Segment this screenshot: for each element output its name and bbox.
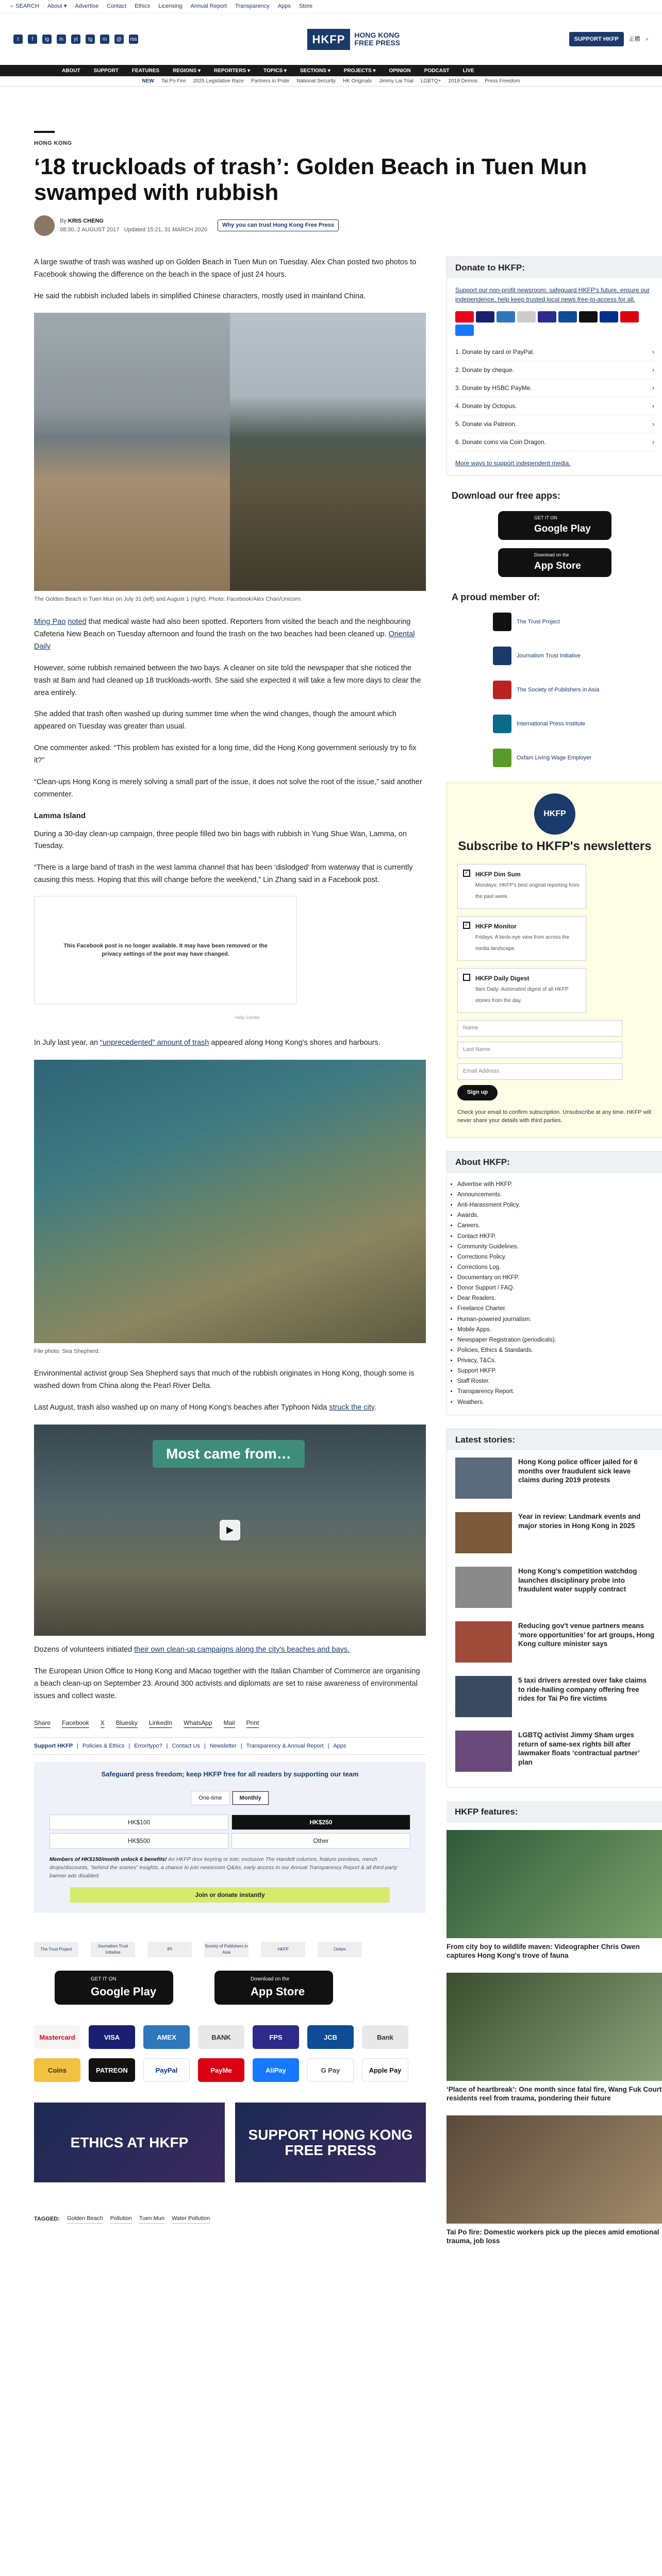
alipay-icon <box>455 325 474 336</box>
chevron-right-icon: › <box>652 366 654 374</box>
newsletter-title: Subscribe to HKFP's newsletters <box>458 839 652 854</box>
trending-item[interactable]: 2025 Legislative Race <box>193 78 244 84</box>
partner-logos <box>34 1942 426 1957</box>
jti-logo[interactable]: Journalism Trust Initiative <box>91 1942 135 1957</box>
chevron-right-icon: › <box>652 420 654 428</box>
trending-item[interactable]: Press Freedom <box>485 78 520 84</box>
topbar-link-advertise[interactable]: Advertise <box>75 3 99 10</box>
coins-icon[interactable]: Coins <box>34 2058 80 2082</box>
updated-date: Updated 15:21, 31 MARCH 2020 <box>124 226 207 233</box>
site-logo[interactable] <box>307 29 401 50</box>
story-thumbnail <box>455 1458 512 1499</box>
embedded-video[interactable] <box>34 1425 426 1636</box>
story-thumbnail <box>455 1567 512 1608</box>
site-header <box>0 13 662 65</box>
article-footer-links: Support HKFP | Policies & Ethics | Error/typo? | Contact Us | Newsletter | Transparency & Annual Report | Apps <box>34 1737 426 1755</box>
about-link[interactable]: • Careers. <box>457 1221 662 1231</box>
donate-panel-text[interactable]: Support our non-profit newsroom: safeguard HKFP's future, ensure our independence, help keep trusted local news free-to-access for all. <box>455 286 650 303</box>
app-store-button[interactable]: Download on the App Store <box>498 548 611 577</box>
tag-link[interactable]: Tuen Mun <box>139 2214 164 2224</box>
search-icon: ⌕ <box>10 3 14 10</box>
bank-icon[interactable]: BANK <box>198 2025 244 2049</box>
title-rule <box>34 131 55 133</box>
topbar-link-contact[interactable]: Contact <box>107 3 127 10</box>
topbar-link-transparency[interactable]: Transparency <box>235 3 270 10</box>
member-benefits-note: Members of HK$150/month unlock 6 benefits! An HKFP door keyring or tote; exclusive The Hamlett columns, feature previews, merch drops/discounts, “behind the scenes” insights, a chance to join newsroom Q&As, early access to our Annual Transparency Report & all third-party banner ads disabled. <box>49 1856 398 1879</box>
photo-clean-beach <box>34 313 230 591</box>
telegram-icon[interactable]: tg <box>86 35 95 44</box>
paragraph: “There is a large band of trash in the west lamma channel that has been ‘dislodged’ from waterway that is currently causing this mess. Hoping that this will change before the weekend,” Lin Zhang said in a Facebook post. <box>34 863 413 885</box>
top-utility-bar <box>0 0 662 13</box>
paragraph: Last August, trash also washed up on many of Hong Kong's beaches after Typhoon Nida struck the city. <box>34 1403 376 1412</box>
about-link[interactable]: • Dear Readers. <box>457 1293 662 1303</box>
visa-icon[interactable]: VISA <box>89 2025 135 2049</box>
about-link[interactable]: • Announcements. <box>457 1190 662 1200</box>
frequency-toggle <box>45 1791 415 1806</box>
amex-icon[interactable]: AMEX <box>143 2025 190 2049</box>
photo-caption: The Golden Beach in Tuen Mun on July 31 (left) and August 1 (right). Photo: Facebook/Alex Chan/Unicorn. <box>34 596 302 603</box>
jcb-icon <box>558 311 577 323</box>
amount-option-selected[interactable]: HK$250 <box>231 1815 410 1830</box>
one-time-option[interactable]: One-time <box>191 1791 229 1806</box>
latest-story[interactable]: Year in review: Landmark events and major stories in Hong Kong in 2025 <box>455 1512 654 1553</box>
byline: By KRIS CHENG 08:30, 2 AUGUST 2017 Updated 15:21, 31 MARCH 2020 Why you can trust Hong Kong Free Press <box>34 215 628 236</box>
tag-link[interactable]: Golden Beach <box>67 2214 103 2224</box>
about-links <box>447 1179 662 1408</box>
story-thumbnail <box>455 1731 512 1772</box>
paragraph: One commenter asked: “This problem has existed for a long time, did the Hong Kong government seriously try to fix it?” <box>34 744 417 765</box>
latest-stories-panel <box>446 1429 662 1788</box>
share-whatsapp[interactable]: WhatsApp <box>184 1718 212 1728</box>
main-nav <box>0 65 662 76</box>
trending-bar <box>0 76 662 87</box>
bank-transfer-icon[interactable]: Bank <box>362 2025 408 2049</box>
share-mail[interactable]: Mail <box>224 1718 235 1728</box>
trust-badge[interactable]: Why you can trust Hong Kong Free Press <box>218 219 339 231</box>
about-link[interactable]: • Corrections Policy. <box>457 1252 662 1262</box>
paragraph: In July last year, an “unprecedented” amount of trash appeared along Hong Kong's shores and harbours. <box>34 1038 380 1047</box>
ethics-promo[interactable]: ETHICS AT HKFP <box>34 2103 225 2182</box>
paragraph: Environmental activist group Sea Shepherd says that much of the rubbish originates in Hong Kong, though some is washed down from China along the Pearl River Delta. <box>34 1369 415 1391</box>
policies-link[interactable]: Policies & Ethics <box>82 1742 125 1749</box>
nav-topics[interactable]: TOPICS ▾ <box>263 67 287 74</box>
tag-link[interactable]: Pollution <box>110 2214 132 2224</box>
nav-support[interactable]: SUPPORT <box>93 67 119 74</box>
about-link[interactable]: • Corrections Log. <box>457 1262 662 1273</box>
article-title: ‘18 truckloads of trash’: Golden Beach in Tuen Mun swamped with rubbish <box>34 154 587 206</box>
member-jti[interactable]: Journalism Trust Initiative <box>493 647 662 665</box>
about-link[interactable]: • Privacy, T&Cs. <box>457 1355 662 1366</box>
threads-icon[interactable]: @ <box>114 35 124 44</box>
logo-mark: HKFP <box>307 29 351 50</box>
alipay-icon[interactable]: AliPay <box>253 2058 299 2082</box>
publish-date: 08:30, 2 AUGUST 2017 <box>60 226 120 233</box>
promo-banners <box>34 2103 426 2182</box>
share-bluesky[interactable]: Bluesky <box>116 1718 138 1728</box>
latest-title: Latest stories: <box>447 1429 662 1451</box>
about-link[interactable]: • Staff Roster. <box>457 1376 662 1386</box>
feature-image <box>446 2115 662 2224</box>
donate-method[interactable]: 6. Donate coins via Coin Dragon. › <box>455 433 654 451</box>
share-bar <box>34 1718 426 1728</box>
checkbox-checked[interactable]: ✓ <box>463 870 470 877</box>
beach-comparison-photo <box>34 313 426 591</box>
newsletter-option[interactable]: HKFP Daily Digest 9am Daily: Automated digest of all HKFP stories from the day. <box>457 968 586 1013</box>
latest-story[interactable]: LGBTQ activist Jimmy Sham urges return of same-sex rights bill after lawmaker floats ‘contractual partner’ plan <box>455 1731 654 1772</box>
donate-methods <box>455 343 654 451</box>
paypal-icon <box>600 311 618 323</box>
newsletter-signup <box>446 783 662 1138</box>
share-label: Share <box>34 1718 51 1728</box>
name-field[interactable]: Name <box>457 1020 622 1037</box>
ipi-logo[interactable]: IPI <box>147 1942 192 1957</box>
paragraph: “Clean-ups Hong Kong is merely solving a small part of the issue, it does not solve the root of the issue,” said another commenter. <box>34 778 422 799</box>
sopa-logo <box>493 681 511 699</box>
tag-link[interactable]: Water Pollution <box>172 2214 210 2224</box>
proud-member-heading: A proud member of: <box>452 592 540 603</box>
tags-label: TAGGED: <box>34 2215 60 2222</box>
monthly-option[interactable]: Monthly <box>232 1791 269 1806</box>
apps-heading: Download our free apps: <box>452 490 561 501</box>
transparency-link[interactable]: Transparency & Annual Report <box>246 1742 324 1749</box>
ipi-logo <box>493 715 511 733</box>
story-thumbnail <box>455 1512 512 1553</box>
nav-opinion[interactable]: OPINION <box>389 67 411 74</box>
mastodon-icon[interactable]: m <box>100 35 109 44</box>
chevron-right-icon: › <box>652 348 654 356</box>
about-link[interactable]: • Documentary on HKFP. <box>457 1273 662 1283</box>
donate-method[interactable]: 1. Donate by card or PayPal. › <box>455 343 654 361</box>
fps-icon[interactable]: FPS <box>253 2025 299 2049</box>
facebook-embed-unavailable: This Facebook post is no longer available. It may have been removed or the privacy settings of the post may have changed. <box>34 896 297 1004</box>
signup-button[interactable]: Sign up <box>457 1085 498 1100</box>
about-link[interactable]: • Freelance Charter. <box>457 1303 662 1314</box>
donate-method[interactable]: 4. Donate by Octopus. › <box>455 397 654 415</box>
share-linkedin[interactable]: LinkedIn <box>149 1718 172 1728</box>
app-store-buttons <box>55 1971 426 2005</box>
share-x[interactable]: X <box>101 1718 105 1728</box>
newsletter-option[interactable]: ✓ HKFP Dim Sum Mondays: HKFP's best original reporting from the past week. <box>457 864 586 909</box>
feature-story[interactable]: ‘Place of heartbreak’: One month since fatal fire, Wang Fuk Court residents reel from trauma, pondering their future <box>446 1973 662 2103</box>
support-hkfp-link[interactable]: Support HKFP <box>34 1742 73 1749</box>
oxfam-logo <box>493 749 511 767</box>
member-ipi[interactable]: International Press Institute <box>493 715 662 733</box>
latest-story[interactable]: Hong Kong police officer jailed for 6 months over fraudulent sick leave claims during 2019 protests <box>455 1458 654 1499</box>
last-name-field[interactable]: Last Name <box>457 1042 622 1058</box>
facebook-icon[interactable]: f <box>28 35 37 44</box>
unprecedented-link[interactable]: “unprecedented” amount of trash <box>100 1038 209 1047</box>
amount-option-other[interactable]: Other <box>231 1833 410 1849</box>
about-link[interactable]: • Mobile Apps. <box>457 1325 662 1335</box>
about-link[interactable]: • Human-powered journalism. <box>457 1314 662 1325</box>
mastercard-icon[interactable]: Mastercard <box>34 2025 80 2049</box>
feature-image <box>446 1830 662 1938</box>
paragraph: She added that trash often washed up during summer time when the wind changes, though the amount which appeared on Tuesday was greater than usual. <box>34 710 396 731</box>
twitter-icon[interactable]: t <box>13 35 23 44</box>
topbar-link-about[interactable]: About ▾ <box>47 3 67 10</box>
share-facebook[interactable]: Facebook <box>62 1718 89 1728</box>
newsletter-note: Check your email to confirm subscription. Unsubscribe at any time. HKFP will never share your details with third parties. <box>457 1109 651 1124</box>
fps-icon <box>538 311 556 323</box>
author-avatar <box>34 215 55 236</box>
join-donate-button[interactable]: Join or donate instantly <box>70 1887 390 1903</box>
paragraph: The European Union Office to Hong Kong and Macao together with the Italian Chamber of Commerce are organising a beach clean-up on September 23. Around 300 activists and diplomats are set to raise awareness of environmental issues and collect waste. <box>34 1667 420 1700</box>
photo-caption: File photo: Sea Shepherd. <box>34 1348 100 1354</box>
donate-panel <box>446 257 662 476</box>
instagram-icon[interactable]: ig <box>42 35 52 44</box>
nav-live[interactable]: LIVE <box>462 67 474 74</box>
features-panel <box>446 1801 662 2265</box>
section-heading: Lamma Island <box>34 811 86 821</box>
about-link[interactable]: • Contact HKFP. <box>457 1231 662 1242</box>
latest-story[interactable]: 5 taxi drivers arrested over fake claims to ride-hailing company offering free rides for Tai Po fire victims <box>455 1676 654 1717</box>
about-link[interactable]: • Awards. <box>457 1210 662 1221</box>
paragraph: Dozens of volunteers initiated their own clean-up campaigns along the city's beaches and bays. <box>34 1645 350 1654</box>
paragraph: He said the rubbish included labels in simplified Chinese characters, mostly used in mainland China. <box>34 292 366 300</box>
paypal-icon[interactable]: PayPal <box>143 2058 190 2082</box>
trending-item[interactable]: HK Originals <box>342 78 372 84</box>
jcb-icon[interactable]: JCB <box>307 2025 354 2049</box>
donate-method[interactable]: 5. Donate via Patreon. › <box>455 415 654 433</box>
trust-project-logo <box>493 613 511 631</box>
member-sopa[interactable]: The Society of Publishers in Asia <box>493 681 662 699</box>
about-link[interactable]: • Newspaper Registration (periodicals). <box>457 1335 662 1345</box>
hkfp-logo: HKFP <box>534 793 575 835</box>
about-title: About HKFP: <box>447 1151 662 1173</box>
paragraph: During a 30-day clean-up campaign, three people filled two bin bags with rubbish in Yung Shue Wan, Lamma, on Tuesday. <box>34 829 407 851</box>
visa-icon <box>476 311 494 323</box>
share-print[interactable]: Print <box>246 1718 259 1728</box>
chevron-right-icon: › <box>652 384 654 392</box>
newsletter-link[interactable]: Newsletter <box>209 1742 237 1749</box>
chevron-right-icon: › <box>652 402 654 410</box>
payment-methods <box>34 2025 426 2082</box>
newsletter-option[interactable]: ✓ HKFP Monitor Fridays: A birds-eye view from across the media landscape. <box>457 916 586 961</box>
donate-widget <box>34 1762 426 1913</box>
about-link[interactable]: • Weathers. <box>457 1397 662 1408</box>
struck-the-city-link[interactable]: struck the city <box>329 1403 374 1412</box>
donate-method[interactable]: 2. Donate by cheque. › <box>455 361 654 379</box>
nav-sections[interactable]: SECTIONS ▾ <box>300 67 330 74</box>
sea-trash-photo <box>34 1060 426 1343</box>
nav-about[interactable]: ABOUT <box>62 67 80 74</box>
support-hkfp-button[interactable]: SUPPORT HKFP <box>569 32 624 47</box>
cleanup-campaign-link[interactable]: their own clean-up campaigns along the city's beaches and bays. <box>134 1645 350 1654</box>
hkfp-logo[interactable]: HKFP <box>261 1942 305 1957</box>
paragraph: A large swathe of trash was washed up on Golden Beach in Tuen Mun on Tuesday. Alex Chan posted two photos to Facebook showing the difference on the beach in the space of just 24 hours. <box>34 258 417 279</box>
patreon-icon <box>579 311 598 323</box>
amount-options <box>49 1815 410 1849</box>
play-icon[interactable]: ▶ <box>220 1520 240 1540</box>
feature-image <box>446 1973 662 2081</box>
social-links <box>13 35 138 44</box>
article-body <box>34 257 426 2279</box>
nav-regions[interactable]: REGIONS ▾ <box>173 67 201 74</box>
oriental-daily-link[interactable]: Oriental Daily <box>34 630 415 651</box>
sidebar <box>446 257 662 2279</box>
more-ways-link[interactable]: More ways to support independent media. <box>455 460 571 467</box>
latest-story[interactable]: Hong Kong's competition watchdog launches disciplinary probe into fraudulent water supply contract <box>455 1567 654 1608</box>
trending-item[interactable]: 2019 Demos <box>448 78 478 84</box>
linkedin-icon[interactable]: in <box>57 35 66 44</box>
trending-item[interactable]: Tai Po Fire <box>161 78 186 84</box>
member-oxfam[interactable]: Oxfam Living Wage Employer <box>493 749 662 767</box>
jti-logo <box>493 647 511 665</box>
donate-panel-title: Donate to HKFP: <box>447 257 662 279</box>
trending-item[interactable]: Jimmy Lai Trial <box>379 78 413 84</box>
feature-story[interactable]: Tai Po fire: Domestic workers pick up the pieces amid emotional trauma, job loss <box>446 2115 662 2246</box>
checkbox[interactable] <box>463 974 470 981</box>
topbar-link-store[interactable]: Store <box>299 3 313 10</box>
about-link[interactable]: • Anti-Harassment Policy. <box>457 1200 662 1210</box>
topbar-link-apps[interactable]: Apps <box>277 3 291 10</box>
youtube-icon[interactable]: yt <box>71 35 80 44</box>
trending-item[interactable]: LGBTQ+ <box>420 78 441 84</box>
story-thumbnail <box>455 1676 512 1717</box>
topbar-link-ethics[interactable]: Ethics <box>135 3 151 10</box>
paragraph: Ming Pao noted that medical waste had also been spotted. Reporters from visited the beach and the neighbouring Cafeteria New Beach on Tuesday afternoon and found the trash on the two beaches had been cleaned up. Oriental Daily <box>34 617 415 651</box>
author-name[interactable]: KRIS CHENG <box>68 218 104 225</box>
google-play-button[interactable]: GET IT ON Google Play <box>55 1971 173 2005</box>
oxfam-logo[interactable]: Oxfam <box>318 1942 362 1957</box>
amount-option[interactable]: HK$500 <box>49 1833 228 1849</box>
about-panel <box>446 1151 662 1415</box>
apple-pay-icon[interactable]: Apple Pay <box>362 2058 408 2082</box>
features-title: HKFP features: <box>446 1801 662 1823</box>
trust-project-logo[interactable]: The Trust Project <box>34 1942 78 1957</box>
paragraph: However, some rubbish remained between the two bays. A cleaner on site told the newspaper that she noticed the trash at 8am and had cleaned up 18 truckloads-worth. She said she expected it will take a few more days to clear the area entirely. <box>34 664 421 697</box>
mastercard-icon <box>455 311 474 323</box>
about-link[interactable]: • Community Guidelines. <box>457 1242 662 1252</box>
amex-icon <box>496 311 515 323</box>
about-link[interactable]: • Donor Support / FAQ. <box>457 1283 662 1293</box>
trending-item[interactable]: Partners in Pride <box>251 78 290 84</box>
payment-icons <box>455 311 654 336</box>
story-thumbnail <box>455 1621 512 1663</box>
topbar-link-annual-report[interactable]: Annual Report <box>190 3 227 10</box>
donate-heading: Safeguard press freedom; keep HKFP free for all readers by supporting our team <box>101 1770 359 1778</box>
latest-story[interactable]: Reducing gov't venue partners means ‘more opportunities’ for art groups, Hong Kong culture minister says <box>455 1621 654 1663</box>
support-promo[interactable]: SUPPORT HONG KONG FREE PRESS <box>235 2103 426 2182</box>
payme-icon <box>620 311 639 323</box>
amount-option[interactable]: HK$100 <box>49 1815 228 1830</box>
bank-icon <box>517 311 536 323</box>
email-field[interactable]: Email Address <box>457 1063 622 1080</box>
patreon-icon[interactable]: PATREON <box>89 2058 135 2082</box>
ming-pao-link[interactable]: Ming Pao <box>34 617 66 626</box>
google-pay-icon[interactable]: G Pay <box>307 2058 354 2082</box>
app-store-button[interactable]: Download on the App Store <box>214 1971 333 2005</box>
nav-podcast[interactable]: PODCAST <box>424 67 450 74</box>
sopa-logo[interactable]: Society of Publishers in Asia <box>204 1942 249 1957</box>
checkbox-checked[interactable]: ✓ <box>463 922 470 929</box>
rss-icon[interactable]: rss <box>129 35 138 44</box>
article-category[interactable]: HONG KONG <box>34 140 72 146</box>
nav-features[interactable]: FEATURES <box>131 67 160 74</box>
nav-reporters[interactable]: REPORTERS ▾ <box>213 67 251 74</box>
topbar-link-licensing[interactable]: Licensing <box>158 3 183 10</box>
donate-method[interactable]: 3. Donate by HSBC PayMe. › <box>455 379 654 397</box>
photo-trash-beach <box>230 313 426 591</box>
about-link[interactable]: • Advertise with HKFP. <box>457 1179 662 1190</box>
apps-link[interactable]: Apps <box>333 1742 346 1749</box>
noted-link[interactable]: noted <box>68 617 87 626</box>
new-label: NEW <box>142 78 154 84</box>
contact-link[interactable]: Contact Us <box>172 1742 200 1749</box>
search-icon[interactable]: ⌕ <box>645 36 649 42</box>
nav-projects[interactable]: PROJECTS ▾ <box>343 67 376 74</box>
logo-line-2: FREE PRESS <box>354 39 401 47</box>
about-link[interactable]: • Transparency Report. <box>457 1386 662 1397</box>
member-trust-project[interactable]: The Trust Project <box>493 613 662 631</box>
search-link[interactable]: ⌕ SEARCH <box>10 2 39 11</box>
language-switch[interactable]: 正體 <box>628 36 640 42</box>
payme-icon[interactable]: PayMe <box>198 2058 244 2082</box>
video-title-card: Most came from… <box>153 1440 305 1468</box>
about-link[interactable]: • Support HKFP. <box>457 1366 662 1376</box>
about-link[interactable]: • Policies, Ethics & Standards. <box>457 1345 662 1355</box>
help-center-link[interactable]: Help Center <box>235 1015 260 1021</box>
error-link[interactable]: Error/typo? <box>134 1742 162 1749</box>
chevron-right-icon: › <box>652 438 654 446</box>
article-tags <box>34 2206 426 2224</box>
trending-item[interactable]: National Security <box>296 78 336 84</box>
google-play-button[interactable]: GET IT ON Google Play <box>498 511 611 540</box>
logo-line-1: HONG KONG <box>354 30 400 39</box>
feature-story[interactable]: From city boy to wildlife maven: Videographer Chris Owen captures Hong Kong's trove of fauna <box>446 1830 662 1960</box>
